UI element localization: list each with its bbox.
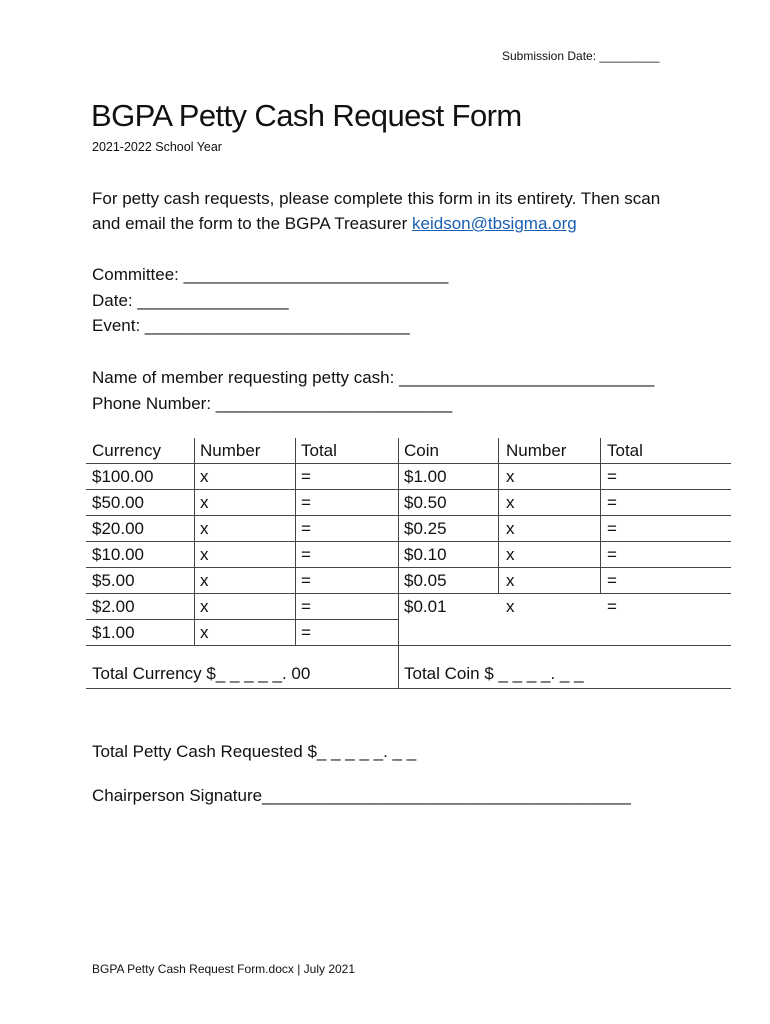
currency-denomination: $1.00 — [92, 623, 135, 642]
currency-total: = — [301, 519, 311, 538]
currency-denomination: $20.00 — [92, 519, 144, 538]
phone-number-field: Phone Number: _________________________ — [92, 393, 453, 413]
total-petty-cash-requested: Total Petty Cash Requested $_ _ _ _ _. _ _ — [92, 742, 417, 761]
currency-denomination: $10.00 — [92, 545, 144, 564]
row-divider — [86, 645, 731, 646]
coin-count: x — [506, 571, 515, 590]
coin-total: = — [607, 545, 617, 564]
total-coin: Total Coin $ _ _ _ _. _ _ — [404, 664, 584, 683]
currency-total: = — [301, 597, 311, 616]
row-divider — [86, 541, 731, 542]
coin-count: x — [506, 597, 515, 616]
row-divider — [86, 463, 731, 464]
currency-denomination: $2.00 — [92, 597, 135, 616]
instructions-line-1: For petty cash requests, please complete this form in its entirety. Then scan — [92, 189, 661, 208]
currency-header: Currency — [92, 441, 161, 460]
currency-denomination: $100.00 — [92, 467, 154, 486]
event-fields — [92, 262, 448, 339]
currency-count: x — [200, 493, 209, 512]
currency-total: = — [301, 623, 311, 642]
coin-denomination: $1.00 — [404, 467, 447, 486]
coin-denomination: $0.50 — [404, 493, 447, 512]
coin-count: x — [506, 493, 515, 512]
currency-count: x — [200, 597, 209, 616]
member-fields — [92, 365, 654, 416]
chairperson-signature: Chairperson Signature_______________________________________ — [92, 786, 631, 805]
coin-denomination: $0.01 — [404, 597, 447, 616]
school-year: 2021-2022 School Year — [92, 140, 222, 154]
row-divider — [86, 515, 731, 516]
total-currency: Total Currency $_ _ _ _ _. 00 — [92, 664, 311, 683]
currency-number-header: Number — [200, 441, 261, 460]
event-field: Event: ____________________________ — [92, 316, 410, 335]
currency-total: = — [301, 545, 311, 564]
row-divider — [86, 567, 731, 568]
column-divider — [295, 438, 296, 645]
column-divider — [498, 438, 499, 593]
currency-total-header: Total — [301, 441, 337, 460]
currency-count: x — [200, 571, 209, 590]
coin-total: = — [607, 597, 617, 616]
treasurer-email-link[interactable]: keidson@tbsigma.org — [412, 214, 577, 233]
coin-number-header: Number — [506, 441, 567, 460]
coin-total: = — [607, 467, 617, 486]
coin-denomination: $0.05 — [404, 571, 447, 590]
currency-denomination: $50.00 — [92, 493, 144, 512]
instructions-line-2-text: and email the form to the BGPA Treasurer — [92, 214, 413, 233]
coin-count: x — [506, 545, 515, 564]
column-divider — [600, 438, 601, 593]
cash-table — [86, 438, 731, 690]
currency-total: = — [301, 571, 311, 590]
row-divider — [86, 593, 731, 594]
currency-count: x — [200, 519, 209, 538]
coin-total: = — [607, 571, 617, 590]
coin-total-header: Total — [607, 441, 643, 460]
coin-total: = — [607, 519, 617, 538]
row-divider — [86, 688, 731, 689]
currency-denomination: $5.00 — [92, 571, 135, 590]
coin-count: x — [506, 467, 515, 486]
submission-date: Submission Date: _________ — [502, 49, 660, 63]
date-field: Date: ________________ — [92, 290, 289, 310]
currency-count: x — [200, 545, 209, 564]
row-divider — [86, 619, 398, 620]
committee-field: Committee: ____________________________ — [92, 265, 449, 284]
member-name-field: Name of member requesting petty cash: ___________________________ — [92, 368, 655, 387]
column-divider — [398, 438, 399, 689]
coin-total: = — [607, 493, 617, 512]
column-divider — [194, 438, 195, 645]
page-title: BGPA Petty Cash Request Form — [91, 98, 522, 133]
row-divider — [86, 489, 731, 490]
currency-total: = — [301, 467, 311, 486]
page-footer: BGPA Petty Cash Request Form.docx | July 2021 — [92, 962, 356, 976]
currency-count: x — [200, 623, 209, 642]
coin-count: x — [506, 519, 515, 538]
currency-count: x — [200, 467, 209, 486]
coin-denomination: $0.25 — [404, 519, 447, 538]
instructions — [92, 186, 660, 236]
coin-header: Coin — [404, 441, 439, 460]
currency-total: = — [301, 493, 311, 512]
instructions-line-2 — [92, 211, 660, 236]
coin-denomination: $0.10 — [404, 545, 447, 564]
